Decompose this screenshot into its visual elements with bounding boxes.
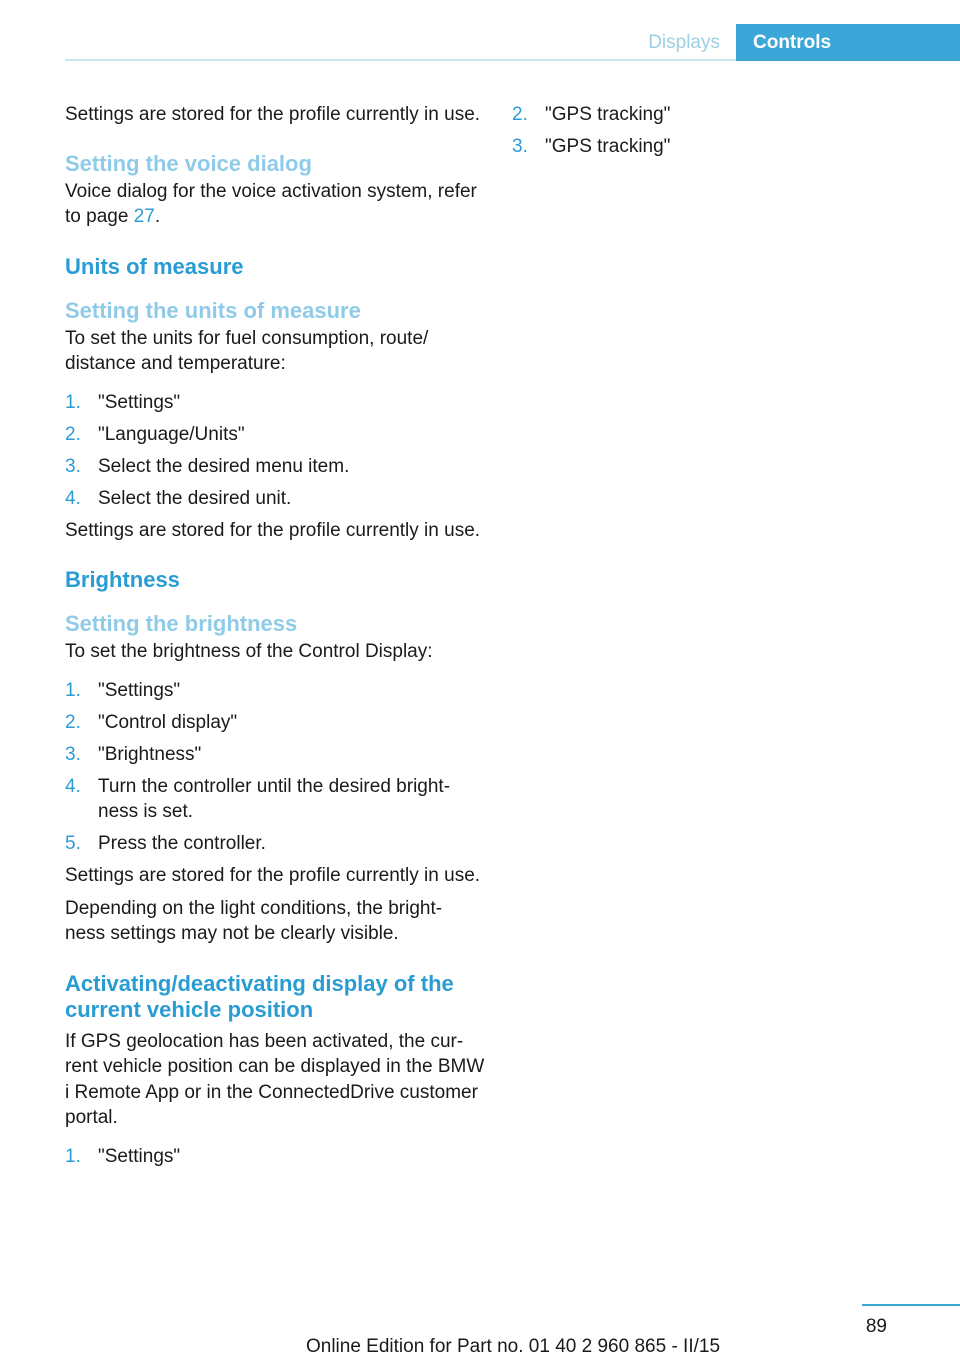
voice-text-end: . [154, 206, 161, 227]
step-number: 2. [65, 423, 81, 445]
paragraph-units-stored: Settings are stored for the profile currently in use. [65, 519, 481, 541]
step-text: Turn the controller until the desired bright‐ ness is set. [98, 775, 451, 822]
step-number: 4. [65, 775, 81, 797]
list-item [65, 390, 485, 416]
paragraph-gps-intro: If GPS geolocation has been activated, the cur‐ rent vehicle position can be displayed in the BMW i Remote App or in the ConnectedDrive customer portal. [65, 1030, 485, 1128]
list-item [65, 678, 485, 704]
paragraph-profile-stored: Settings are stored for the profile currently in use. [65, 104, 481, 125]
brightness-steps-list [65, 678, 485, 857]
page-number: 89 [865, 1316, 887, 1337]
step-number: 4. [65, 487, 81, 509]
units-steps-list [65, 390, 485, 512]
list-item [65, 486, 485, 512]
voice-text: Voice dialog for the voice activation system, refer to page [65, 180, 477, 227]
footer-rule [862, 1304, 960, 1306]
edition-text: Online Edition for Part no. 01 40 2 960 865 - II/15 [305, 1336, 721, 1357]
step-text: "Settings" [98, 391, 181, 413]
header-section-tab[interactable]: Displays [648, 32, 720, 53]
step-number: 3. [512, 136, 528, 157]
step-text: "Settings" [98, 1145, 181, 1167]
paragraph-units-intro: To set the units for fuel consumption, route/ distance and temperature: [65, 327, 429, 374]
list-item [512, 134, 932, 160]
step-number: 5. [65, 833, 81, 854]
header-chapter-tab[interactable]: Controls [736, 24, 960, 61]
heading-setting-units: Setting the units of measure [65, 297, 361, 323]
gps-steps-list [65, 1144, 485, 1170]
step-text: "Language/Units" [98, 423, 245, 445]
list-item [65, 742, 485, 768]
step-text: "GPS tracking" [545, 136, 671, 157]
right-column [512, 102, 932, 166]
step-number: 3. [65, 743, 81, 765]
list-item [512, 102, 932, 128]
paragraph-brightness-stored: Settings are stored for the profile currently in use. [65, 865, 481, 886]
step-number: 1. [65, 679, 81, 701]
list-item [65, 831, 485, 857]
list-item [65, 454, 485, 480]
step-number: 1. [65, 1145, 81, 1167]
step-text: "Control display" [98, 711, 238, 733]
step-text: Press the controller. [98, 833, 266, 854]
list-item [65, 774, 485, 825]
heading-units-of-measure: Units of measure [65, 253, 244, 279]
left-column [65, 102, 485, 1176]
heading-vehicle-position: Activating/deactivating display of the current vehicle position [65, 970, 454, 1022]
heading-voice-dialog: Setting the voice dialog [65, 150, 312, 176]
list-item [65, 1144, 485, 1170]
page-reference-link[interactable]: 27 [133, 206, 155, 227]
heading-setting-brightness: Setting the brightness [65, 611, 298, 636]
step-text: "Brightness" [98, 743, 202, 765]
footer-edition [0, 1336, 960, 1358]
step-number: 1. [65, 391, 81, 413]
step-text: Select the desired unit. [98, 487, 292, 509]
list-item [65, 710, 485, 736]
step-text: "Settings" [98, 679, 181, 701]
step-text: Select the desired menu item. [98, 455, 350, 477]
paragraph-brightness-note: Depending on the light conditions, the bright‐ ness settings may not be clearly visible. [65, 897, 443, 944]
gps-steps-list-continued [512, 102, 932, 160]
paragraph-brightness-intro: To set the brightness of the Control Display: [65, 641, 433, 662]
step-text: "GPS tracking" [545, 104, 671, 125]
step-number: 2. [512, 104, 528, 125]
heading-brightness: Brightness [65, 567, 180, 592]
paragraph-voice-dialog [65, 179, 485, 230]
step-number: 2. [65, 711, 81, 733]
step-number: 3. [65, 455, 81, 477]
list-item [65, 422, 485, 448]
